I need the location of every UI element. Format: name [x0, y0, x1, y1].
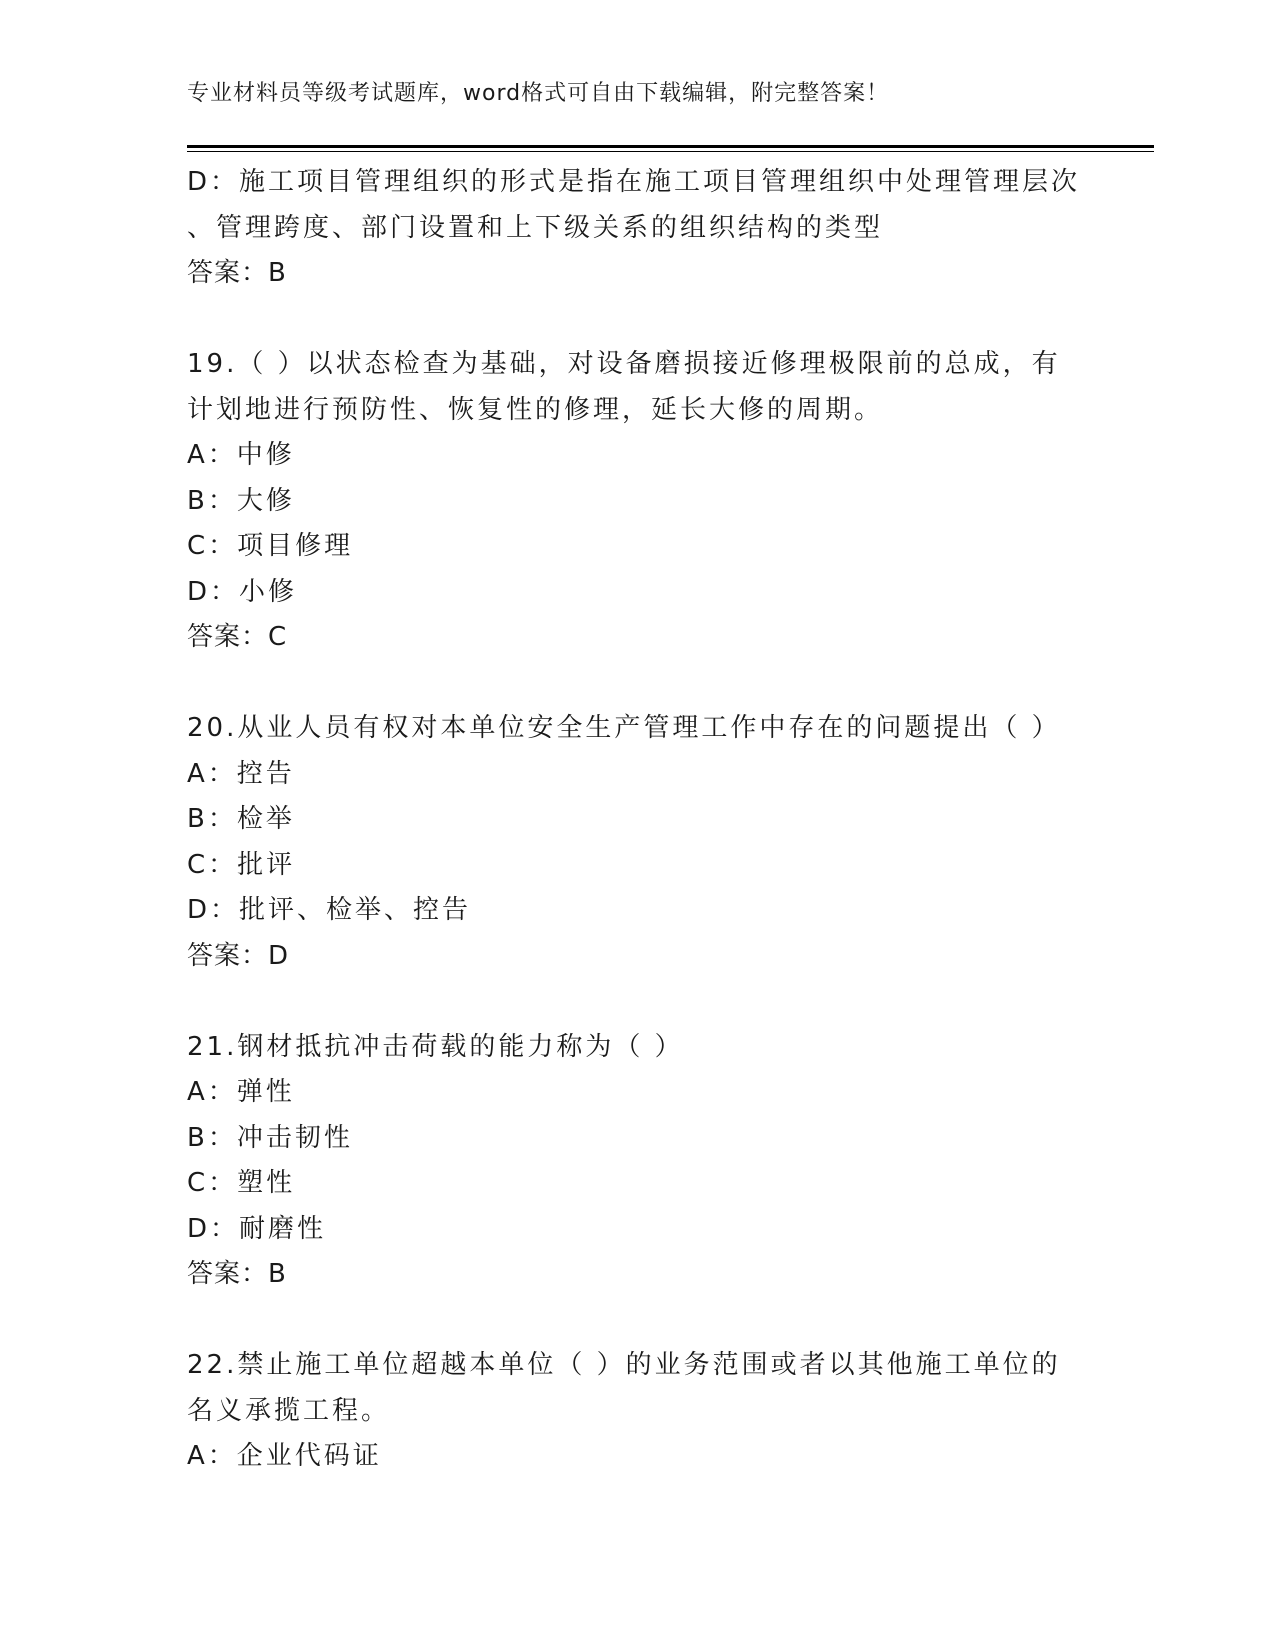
question-20-option-b: B：检举	[187, 804, 295, 834]
question-21-stem: 21.钢材抵抗冲击荷载的能力称为（ ）	[187, 1031, 684, 1062]
question-21-option-c: C：塑性	[187, 1168, 296, 1198]
question-content	[187, 160, 1087, 1480]
question-22-stem-continued: 名义承揽工程。	[187, 1395, 391, 1426]
question-20-option-c: C：批评	[187, 849, 296, 880]
page-header: 专业材料员等级考试题库，word格式可自由下载编辑，附完整答案！	[187, 81, 890, 106]
spacer	[187, 1298, 1087, 1344]
question-19-stem: 19.（ ）以状态检查为基础，对设备磨损接近修理极限前的总成，有	[187, 349, 1061, 379]
question-21-option-a: A：弹性	[187, 1077, 295, 1107]
question-19-option-c: C：项目修理	[187, 531, 354, 561]
option-d: D：施工项目管理组织的形式是指在施工项目管理组织中处理管理层次	[187, 167, 1081, 197]
question-19-answer: 答案：C	[187, 622, 288, 652]
question-19-option-d: D：小修	[187, 576, 298, 607]
spacer	[187, 297, 1087, 343]
question-19-option-a: A：中修	[187, 440, 295, 470]
header-rule-thin	[187, 151, 1154, 152]
question-20-option-d: D：批评、检举、控告	[187, 895, 472, 925]
question-21-answer: 答案：B	[187, 1259, 287, 1289]
question-20-option-a: A：控告	[187, 758, 295, 789]
question-21-option-b: B：冲击韧性	[187, 1122, 353, 1153]
question-19-option-b: B：大修	[187, 485, 295, 516]
spacer	[187, 979, 1087, 1025]
question-20-stem: 20.从业人员有权对本单位安全生产管理工作中存在的问题提出（ ）	[187, 713, 1061, 743]
question-22-option-a: A：企业代码证	[187, 1441, 382, 1471]
question-22-stem: 22.禁止施工单位超越本单位（ ）的业务范围或者以其他施工单位的	[187, 1350, 1061, 1380]
question-20-answer: 答案：D	[187, 940, 290, 971]
question-21-option-d: D：耐磨性	[187, 1213, 327, 1244]
question-19-stem-continued: 计划地进行预防性、恢复性的修理，延长大修的周期。	[187, 394, 884, 425]
answer: 答案：B	[187, 258, 287, 288]
option-d-continued: 、管理跨度、部门设置和上下级关系的组织结构的类型	[187, 212, 884, 243]
header-rule-thick	[187, 145, 1154, 148]
spacer	[187, 661, 1087, 707]
